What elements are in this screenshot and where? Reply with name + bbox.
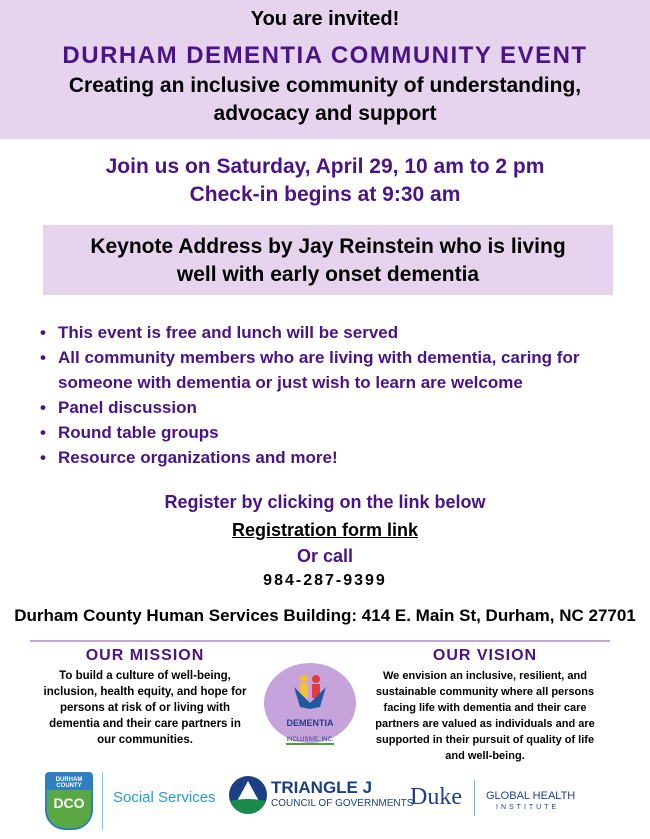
or-call-text: Or call (296, 546, 354, 566)
vision-text: We envision an inclusive, resilient, and sustainable community where all persons facing life with dementia and their care partners are valued as individuals and are supported in their pursuit of quality of life and well-being. (375, 670, 595, 762)
hands-people-icon (290, 673, 330, 713)
event-date (0, 153, 650, 209)
global-health-text: GLOBAL HEALTH (486, 790, 576, 802)
triangle-j-subtext: COUNCIL OF GOVERNMENTS (271, 798, 414, 809)
subtitle-line: advocacy and support (213, 102, 437, 125)
durham-text: DURHAM COUNTY (55, 777, 83, 789)
date-line: Join us on Saturday, April 29, 10 am to 2 pm (105, 155, 545, 178)
keynote-line: Keynote Address by Jay Reinstein who is living (90, 235, 566, 258)
list-item: • All community members who are living with dementia, caring for someone with dementia or just wish to learn are welcome (40, 345, 620, 395)
triangle-j-text: TRIANGLE J (271, 778, 373, 797)
triangle-j-logo-icon (228, 775, 268, 815)
event-title: DURHAM DEMENTIA COMMUNITY EVENT (62, 42, 588, 69)
register-text: Register by clicking on the link below (164, 492, 486, 512)
list-item: • This event is free and lunch will be served (40, 320, 620, 345)
registration-link[interactable]: Registration form link (231, 520, 419, 540)
invite-text: You are invited! (250, 8, 400, 30)
list-item: • Panel discussion (40, 395, 620, 420)
event-highlights (40, 320, 620, 470)
social-services-text: Social Services (113, 789, 216, 806)
logo-text: DEMENTIA (286, 718, 334, 728)
header-banner (0, 0, 650, 139)
event-subtitle (0, 72, 650, 128)
divider (474, 780, 475, 816)
list-item: • Resource organizations and more! (40, 445, 620, 470)
logo-subtext: INCLUSIVE, INC. (286, 737, 334, 743)
institute-text: INSTITUTE (496, 804, 560, 811)
vision-title: OUR VISION (432, 647, 538, 664)
subtitle-line: Creating an inclusive community of understanding, (68, 74, 582, 97)
keynote-line: well with early onset dementia (176, 263, 480, 286)
checkin-line: Check-in begins at 9:30 am (189, 183, 461, 206)
mission-section (40, 648, 250, 748)
durham-county-logo (45, 772, 93, 830)
vision-section (370, 648, 600, 764)
divider (30, 640, 610, 642)
divider (102, 772, 103, 830)
dementia-inclusive-logo (264, 663, 356, 743)
phone-number: 984-287-9399 (263, 572, 387, 589)
list-item: • Round table groups (40, 420, 620, 445)
mission-title: OUR MISSION (85, 647, 205, 664)
address: Durham County Human Services Building: 414 E. Main St, Durham, NC 27701 (14, 606, 636, 625)
mission-text: To build a culture of well-being, inclusion, health equity, and hope for persons at risk of or living with dementia and their care partners in our communities. (43, 670, 247, 746)
dco-mark: DCO (53, 795, 85, 811)
duke-logo-text: Duke (410, 784, 462, 810)
keynote-box (43, 225, 613, 295)
